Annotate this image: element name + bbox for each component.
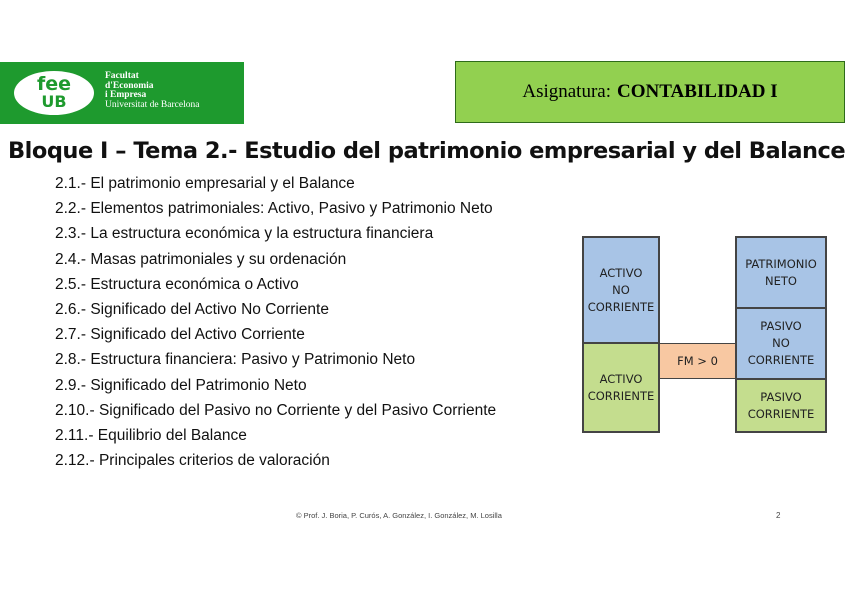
topic-item: 2.10.- Significado del Pasivo no Corriente y del Pasivo Corriente	[55, 401, 497, 419]
topic-list	[55, 173, 496, 475]
page-number: 2	[776, 511, 781, 520]
slide-title: Bloque I – Tema 2.- Estudio del patrimonio empresarial y del Balance	[8, 138, 846, 164]
pasivo-corriente-line1: PASIVO	[760, 389, 802, 404]
footer-credits: © Prof. J. Boria, P. Curós, A. González, I. González, M. Losilla	[296, 511, 502, 520]
activo-no-corriente-line1: ACTIVO	[599, 265, 643, 280]
logo-fee-text: fee	[36, 73, 72, 95]
fondo-maniobra-label: FM > 0	[677, 353, 718, 368]
topic-item: 2.8.- Estructura financiera: Pasivo y Patrimonio Neto	[55, 351, 416, 369]
topic-item: 2.9.- Significado del Patrimonio Neto	[55, 376, 307, 394]
faculty-name-line3: i Empresa	[105, 90, 147, 100]
pasivo-no-corriente-line3: CORRIENTE	[747, 353, 815, 367]
pasivo-no-corriente-line2: NO	[772, 336, 790, 350]
topic-item: 2.3.- La estructura económica y la estructura financiera	[55, 225, 434, 243]
faculty-logo	[0, 62, 244, 124]
pasivo-no-corriente-line1: PASIVO	[760, 319, 802, 333]
activo-corriente-line1: ACTIVO	[599, 371, 643, 386]
patrimonio-neto-line1: PATRIMONIO	[745, 256, 817, 271]
topic-item: 2.5.- Estructura económica o Activo	[55, 275, 299, 293]
fee-ub-emblem	[14, 71, 94, 115]
logo-ub-text: UB	[41, 92, 67, 111]
topic-item: 2.1.- El patrimonio empresarial y el Balance	[55, 175, 355, 192]
faculty-name-line1: Facultat	[105, 71, 139, 81]
fondo-maniobra-box	[659, 343, 736, 379]
activo-corriente-box	[582, 342, 660, 433]
topic-item: 2.11.- Equilibrio del Balance	[55, 426, 247, 444]
activo-no-corriente-box	[582, 236, 660, 344]
subject-name: CONTABILIDAD I	[617, 81, 778, 102]
subject-prefix: Asignatura:	[522, 81, 611, 102]
pasivo-corriente-box	[735, 378, 827, 433]
topic-item: 2.12.- Principales criterios de valoración	[55, 452, 330, 470]
university-name: Universitat de Barcelona	[105, 99, 200, 110]
topic-item: 2.4.- Masas patrimoniales y su ordenación	[55, 250, 347, 268]
pasivo-corriente-line2: CORRIENTE	[747, 406, 815, 421]
topic-item: 2.2.- Elementos patrimoniales: Activo, Pasivo y Patrimonio Neto	[55, 200, 493, 218]
subject-banner	[455, 61, 845, 123]
pasivo-no-corriente-box	[735, 307, 827, 380]
activo-no-corriente-line2: NO	[612, 282, 630, 297]
patrimonio-neto-box	[735, 236, 827, 309]
patrimonio-neto-line2: NETO	[765, 273, 797, 288]
faculty-name-line2: d'Economia	[105, 80, 154, 91]
activo-corriente-line2: CORRIENTE	[587, 388, 655, 403]
topic-item: 2.6.- Significado del Activo No Corriente	[55, 300, 329, 318]
faculty-name	[105, 72, 199, 110]
activo-no-corriente-line3: CORRIENTE	[587, 299, 655, 314]
topic-item: 2.7.- Significado del Activo Corriente	[55, 326, 305, 344]
